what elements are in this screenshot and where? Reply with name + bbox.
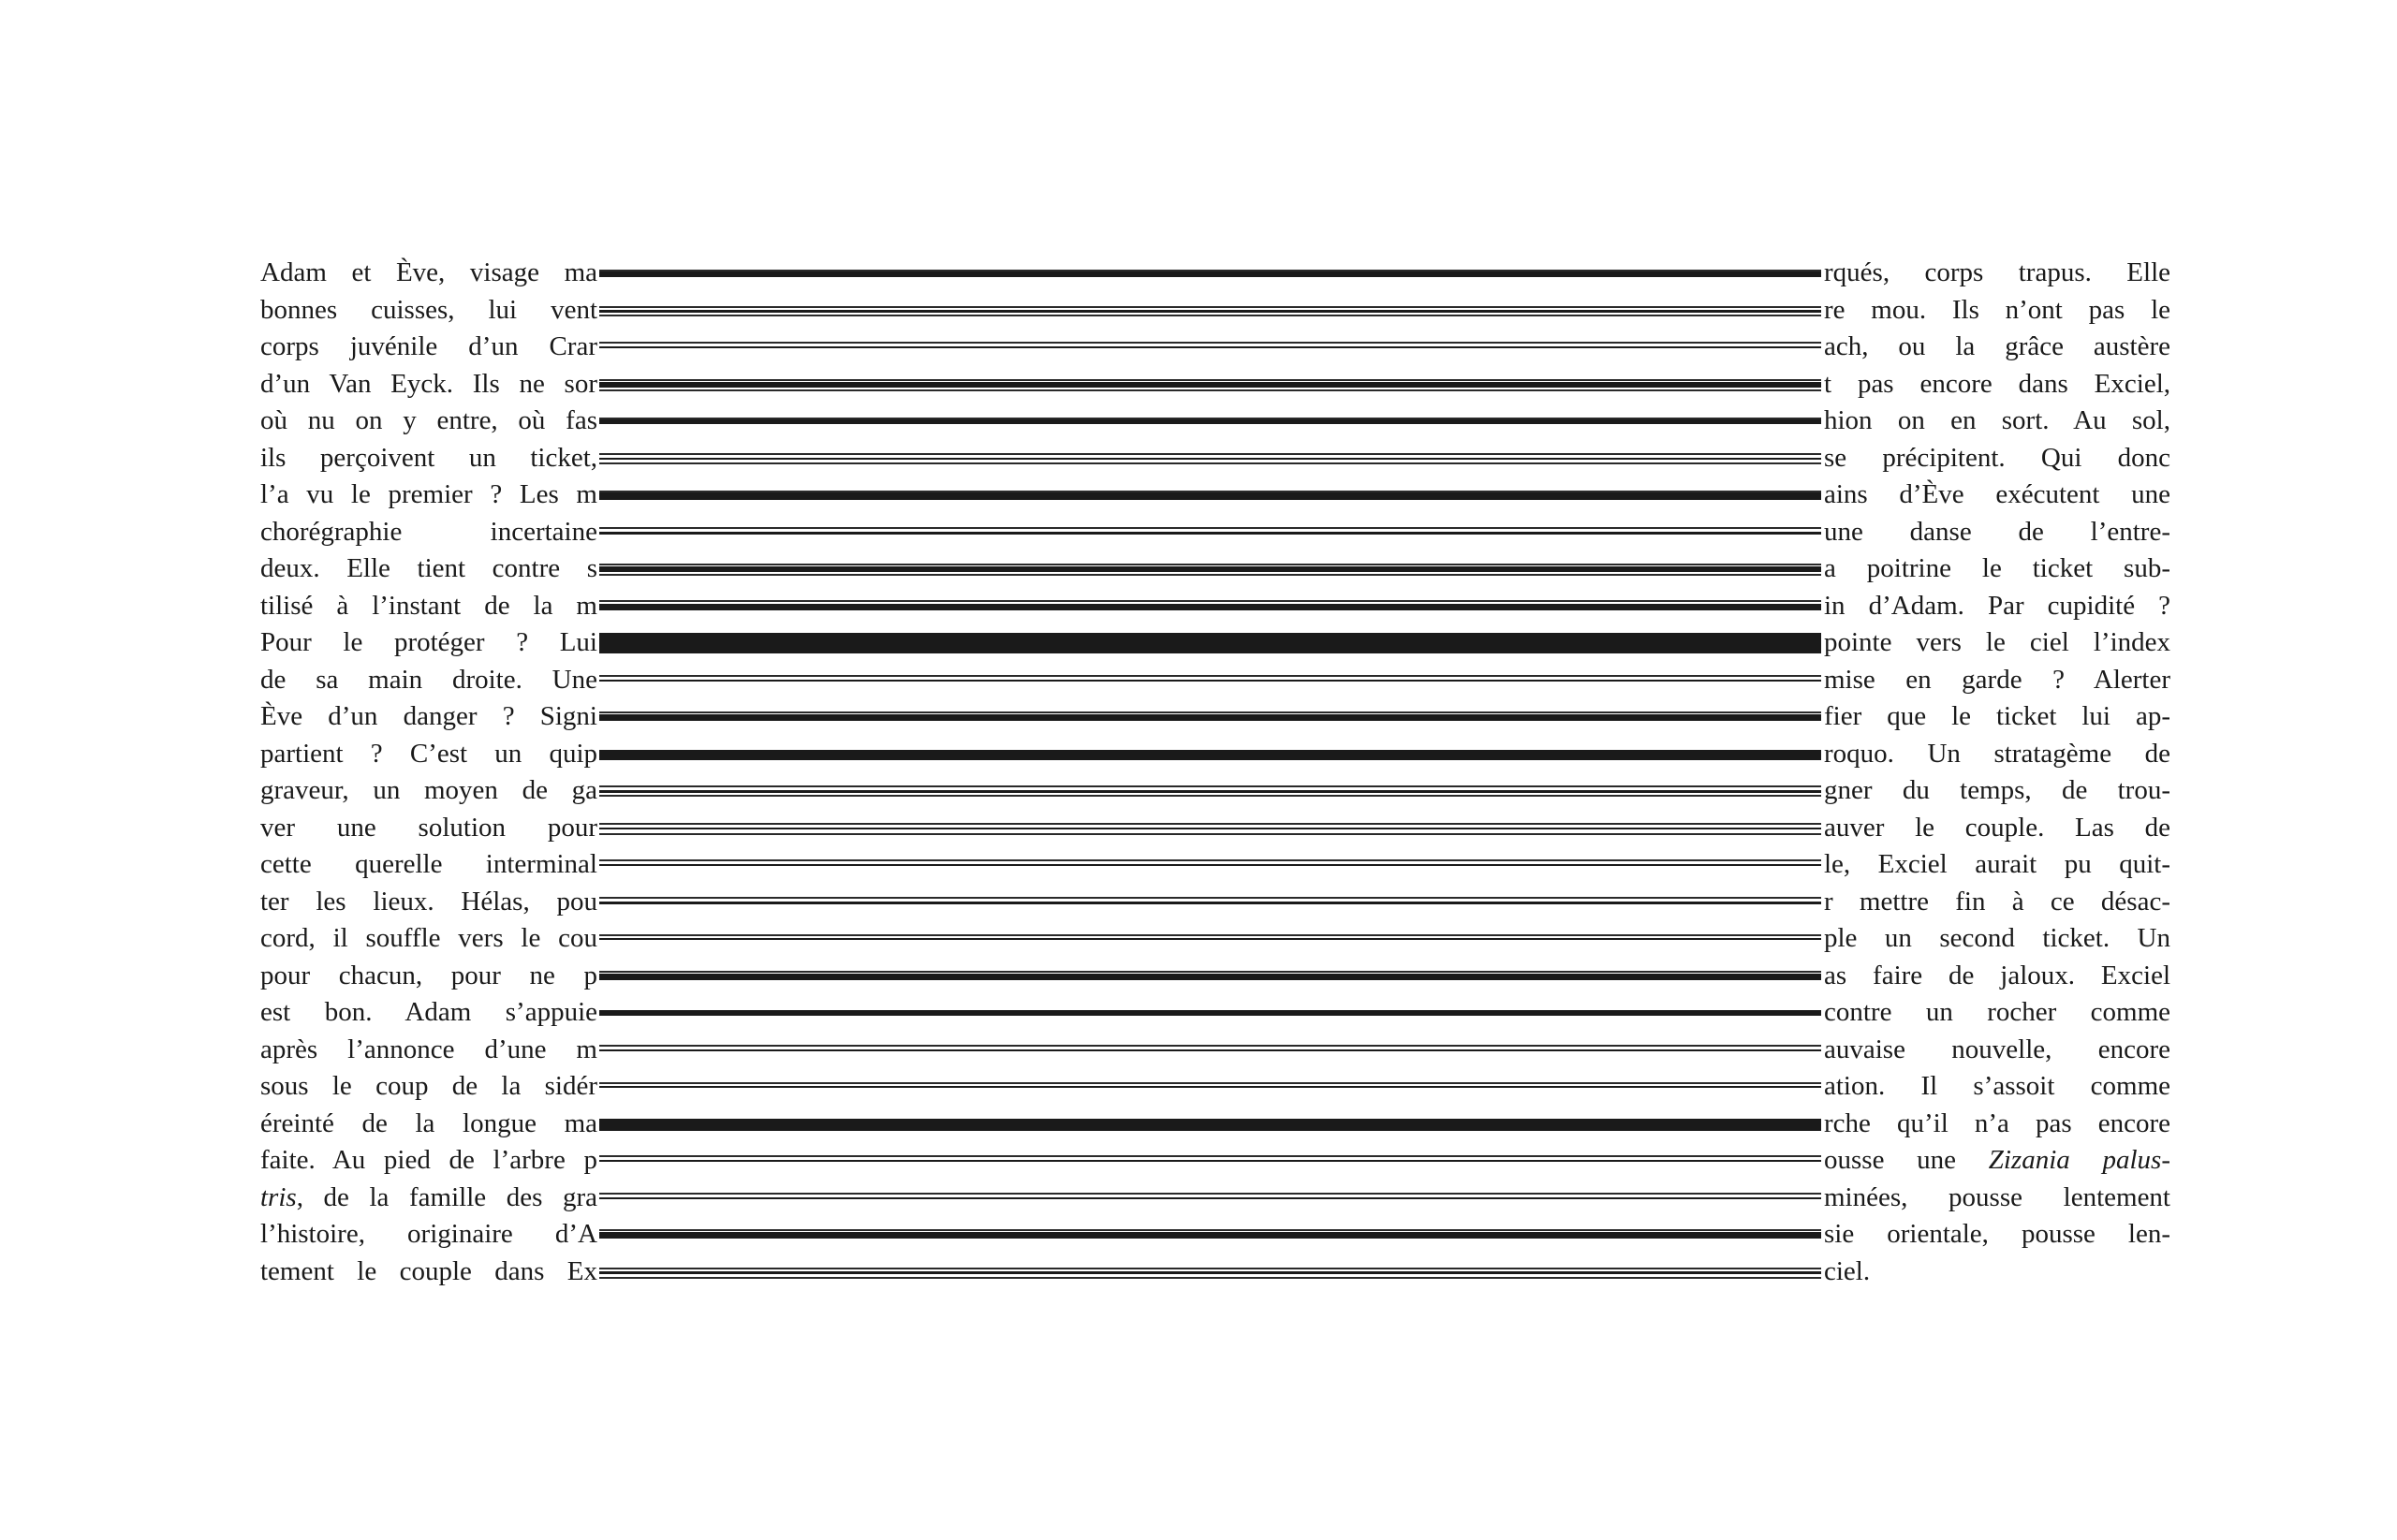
redaction-bar [599, 1086, 1821, 1088]
redaction-hairline [599, 564, 1821, 565]
line-left-fragment: l’a vu le premier ? Les m [260, 479, 597, 509]
redaction-hairline [599, 711, 1821, 713]
redaction-hairline [599, 897, 1821, 899]
line-right-fragment: gner du temps, de trou- [1824, 775, 2170, 805]
line-left-fragment: faite. Au pied de l’arbre p [260, 1145, 597, 1175]
redaction-hairline [599, 675, 1821, 677]
line-left-fragment: Adam et Ève, visage ma [260, 257, 597, 287]
line-right-fragment: auver le couple. Las de [1824, 813, 2170, 843]
redaction-hairline [599, 453, 1821, 455]
redaction-hairline [599, 971, 1821, 973]
line-left-fragment: ver une solution pour [260, 813, 597, 843]
line-right-fragment: minées, pousse lentement [1824, 1182, 2170, 1212]
line-right-fragment: le, Exciel aurait pu quit- [1824, 849, 2170, 879]
line-left-fragment: tris, de la famille des gra [260, 1182, 597, 1212]
redaction-hairline [599, 418, 1821, 419]
redaction-bar [599, 750, 1821, 760]
redaction-bar [599, 902, 1821, 904]
redaction-bar [599, 1010, 1821, 1016]
redaction-hairline [599, 1082, 1821, 1084]
redaction-hairline [599, 389, 1821, 391]
line-right-fragment: t pas encore dans Exciel, [1824, 369, 2170, 399]
redaction-hairline [599, 315, 1821, 316]
redaction-bar [599, 1271, 1821, 1274]
redaction-bar [599, 633, 1821, 653]
line-right-fragment: se précipitent. Qui donc [1824, 443, 2170, 473]
line-left-fragment: corps juvénile d’un Crar [260, 331, 597, 361]
line-right-fragment: ciel. [1824, 1256, 1871, 1286]
redaction-bar [599, 1160, 1821, 1162]
redaction-hairline [599, 934, 1821, 936]
line-left-fragment: d’un Van Eyck. Ils ne sor [260, 369, 597, 399]
line-left-fragment: sous le coup de la sidér [260, 1071, 597, 1101]
redaction-bar [599, 458, 1821, 460]
line-right-fragment: rqués, corps trapus. Elle [1824, 257, 2170, 287]
redaction-bar [599, 680, 1821, 682]
line-right-fragment: roquo. Un stratagème de [1824, 739, 2170, 769]
redaction-bar [599, 310, 1821, 313]
redaction-bar [599, 419, 1821, 424]
redaction-bar [599, 1049, 1821, 1051]
line-left-fragment: deux. Elle tient contre s [260, 553, 597, 583]
line-right-fragment: ation. Il s’assoit comme [1824, 1071, 2170, 1101]
redaction-hairline [599, 600, 1821, 602]
line-right-fragment: ple un second ticket. Un [1824, 923, 2170, 953]
line-right-fragment: a poitrine le ticket sub- [1824, 553, 2170, 583]
line-right-fragment: pointe vers le ciel l’index [1824, 627, 2170, 657]
line-right-fragment: r mettre fin à ce désac- [1824, 887, 2170, 917]
redaction-bar [599, 828, 1821, 829]
line-right-fragment: in d’Adam. Par cupidité ? [1824, 591, 2170, 621]
redaction-hairline [599, 823, 1821, 825]
line-left-fragment: graveur, un moyen de ga [260, 775, 597, 805]
redaction-hairline [599, 1277, 1821, 1279]
redaction-bar [599, 938, 1821, 940]
line-right-fragment: une danse de l’entre- [1824, 517, 2170, 547]
line-right-fragment: contre un rocher comme [1824, 997, 2170, 1027]
redaction-hairline [599, 379, 1821, 381]
redaction-hairline [599, 1193, 1821, 1195]
redaction-bar [599, 790, 1821, 793]
redaction-hairline [599, 859, 1821, 861]
line-left-fragment: éreinté de la longue ma [260, 1108, 597, 1138]
redaction-hairline [599, 270, 1821, 271]
line-right-fragment: fier que le ticket lui ap- [1824, 701, 2170, 731]
redaction-hairline [599, 795, 1821, 797]
line-right-fragment: re mou. Ils n’ont pas le [1824, 295, 2170, 325]
redaction-hairline [599, 1155, 1821, 1157]
redaction-hairline [599, 574, 1821, 576]
line-left-fragment: Ève d’un danger ? Signi [260, 701, 597, 731]
line-right-fragment: ousse une Zizania palus- [1824, 1145, 2170, 1175]
redaction-bar [599, 491, 1821, 500]
redaction-hairline [599, 306, 1821, 308]
redaction-hairline [599, 342, 1821, 344]
redaction-hairline [599, 833, 1821, 835]
redaction-bar [599, 382, 1821, 388]
line-left-fragment: tilisé à l’instant de la m [260, 591, 597, 621]
redaction-hairline [599, 527, 1821, 529]
line-right-fragment: auvaise nouvelle, encore [1824, 1034, 2170, 1064]
line-right-fragment: ains d’Ève exécutent une [1824, 479, 2170, 509]
line-left-fragment: Pour le protéger ? Lui [260, 627, 597, 657]
redaction-bar [599, 864, 1821, 866]
line-right-fragment: sie orientale, pousse len- [1824, 1219, 2170, 1249]
line-right-fragment: hion on en sort. Au sol, [1824, 405, 2170, 435]
line-left-fragment: est bon. Adam s’appuie [260, 997, 597, 1027]
line-left-fragment: ils perçoivent un ticket, [260, 443, 597, 473]
redaction-hairline [599, 491, 1821, 492]
redaction-bar [599, 1119, 1821, 1131]
redaction-bar [599, 1197, 1821, 1199]
line-left-fragment: partient ? C’est un quip [260, 739, 597, 769]
redaction-bar [599, 1232, 1821, 1239]
line-left-fragment: cord, il souffle vers le cou [260, 923, 597, 953]
line-right-fragment: as faire de jaloux. Exciel [1824, 961, 2170, 990]
line-left-fragment: bonnes cuisses, lui vent [260, 295, 597, 325]
line-right-fragment: mise en garde ? Alerter [1824, 665, 2170, 695]
redaction-bar [599, 532, 1821, 535]
redaction-bar [599, 974, 1821, 980]
line-left-fragment: ter les lieux. Hélas, pou [260, 887, 597, 917]
line-left-fragment: chorégraphie incertaine [260, 517, 597, 547]
line-left-fragment: l’histoire, originaire d’A [260, 1219, 597, 1249]
line-left-fragment: après l’annonce d’une m [260, 1034, 597, 1064]
redaction-bar [599, 566, 1821, 572]
line-left-fragment: où nu on y entre, où fas [260, 405, 597, 435]
redaction-hairline [599, 1229, 1821, 1231]
redaction-hairline [599, 1268, 1821, 1269]
redaction-bar [599, 604, 1821, 610]
line-left-fragment: cette querelle interminal [260, 849, 597, 879]
line-left-fragment: tement le couple dans Ex [260, 1256, 597, 1286]
line-right-fragment: ach, ou la grâce austère [1824, 331, 2170, 361]
redaction-bar [599, 346, 1821, 348]
redaction-hairline [599, 785, 1821, 787]
line-right-fragment: rche qu’il n’a pas encore [1824, 1108, 2170, 1138]
line-left-fragment: pour chacun, pour ne p [260, 961, 597, 990]
redaction-hairline [599, 462, 1821, 464]
redaction-bar [599, 714, 1821, 721]
redaction-hairline [599, 1045, 1821, 1047]
redaction-bar [599, 271, 1821, 277]
line-left-fragment: de sa main droite. Une [260, 665, 597, 695]
